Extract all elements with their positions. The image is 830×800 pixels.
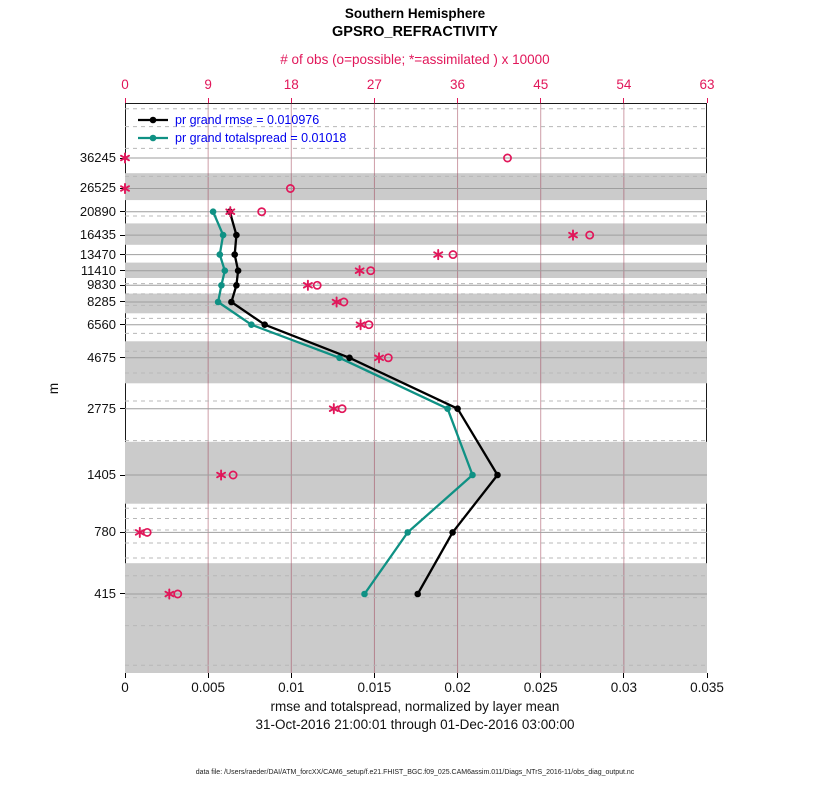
left-axis-tick-label: 13470 [79, 246, 116, 262]
bottom-axis-tick-label: 0.035 [690, 680, 724, 695]
left-axis-tick-label: 4675 [87, 349, 116, 365]
date-range-label: 31-Oct-2016 21:00:01 through 01-Dec-2016 03:00:00 [255, 717, 575, 732]
left-axis-tick-label: 11410 [80, 262, 116, 278]
left-axis-tick-label: 26525 [79, 180, 116, 196]
bottom-axis-tick-label: 0.01 [278, 680, 305, 695]
bottom-axis-tick [457, 673, 458, 678]
left-axis-tick-label: 8285 [87, 293, 116, 309]
page-title: Southern Hemisphere [344, 6, 486, 21]
top-axis-tick-label: 54 [616, 77, 632, 92]
left-axis-tick-label: 2775 [87, 400, 116, 416]
top-axis-tick-label: 9 [204, 77, 212, 92]
legend-entry [137, 129, 346, 147]
top-axis-tick-label: 27 [366, 77, 382, 92]
top-axis-tick-label: 36 [450, 77, 466, 92]
bottom-axis-tick [707, 673, 708, 678]
y-axis-label: m [46, 382, 62, 395]
page-subtitle: GPSRO_REFRACTIVITY [332, 24, 498, 40]
top-axis-tick-label: 18 [283, 77, 299, 92]
top-axis-label: # of obs (o=possible; *=assimilated ) x 10000 [280, 52, 550, 67]
bottom-axis-tick [125, 673, 126, 678]
legend-line-sample [137, 113, 169, 127]
legend-entry [137, 111, 346, 129]
bottom-axis-tick-label: 0.015 [357, 680, 392, 695]
legend-line-sample [137, 131, 169, 145]
left-axis-tick-label: 16435 [79, 227, 116, 243]
bottom-axis-tick-label: 0.025 [523, 680, 558, 695]
left-axis-tick-label: 20890 [79, 203, 116, 219]
bottom-axis-tick-label: 0.03 [610, 680, 637, 695]
x-axis-label: rmse and totalspread, normalized by layer mean [270, 699, 560, 714]
data-file-footer: data file: /Users/raeder/DAI/ATM_forcXX/CAM6_setup/f.e21.FHIST_BGC.f09_025.CAM6assim.011/Diags_NTrS_2016-11/obs_diag_output.nc [195, 769, 635, 776]
plot-legend [137, 111, 346, 147]
left-axis-tick-label: 9830 [87, 277, 116, 293]
bottom-axis-tick [291, 673, 292, 678]
bottom-axis-tick [540, 673, 541, 678]
left-axis-tick-label: 780 [94, 524, 116, 540]
bottom-axis-tick [374, 673, 375, 678]
left-axis-tick-label: 415 [94, 585, 116, 601]
legend-label: pr grand totalspread = 0.01018 [175, 131, 347, 145]
bottom-axis-tick [623, 673, 624, 678]
left-axis-tick-label: 36245 [79, 150, 116, 165]
legend-label: pr grand rmse = 0.010976 [175, 113, 320, 127]
plot-area [125, 103, 707, 673]
bottom-axis-tick-label: 0.005 [191, 680, 226, 695]
bottom-axis-tick [208, 673, 209, 678]
left-axis-tick-label: 6560 [87, 316, 116, 332]
left-axis-tick-label: 1405 [87, 467, 116, 483]
bottom-axis-tick-label: 0 [121, 680, 129, 695]
bottom-axis-tick-label: 0.02 [444, 680, 471, 695]
top-axis-tick-label: 45 [533, 77, 549, 92]
top-axis-tick-label: 63 [699, 77, 715, 92]
top-axis-tick-label: 0 [121, 77, 129, 92]
